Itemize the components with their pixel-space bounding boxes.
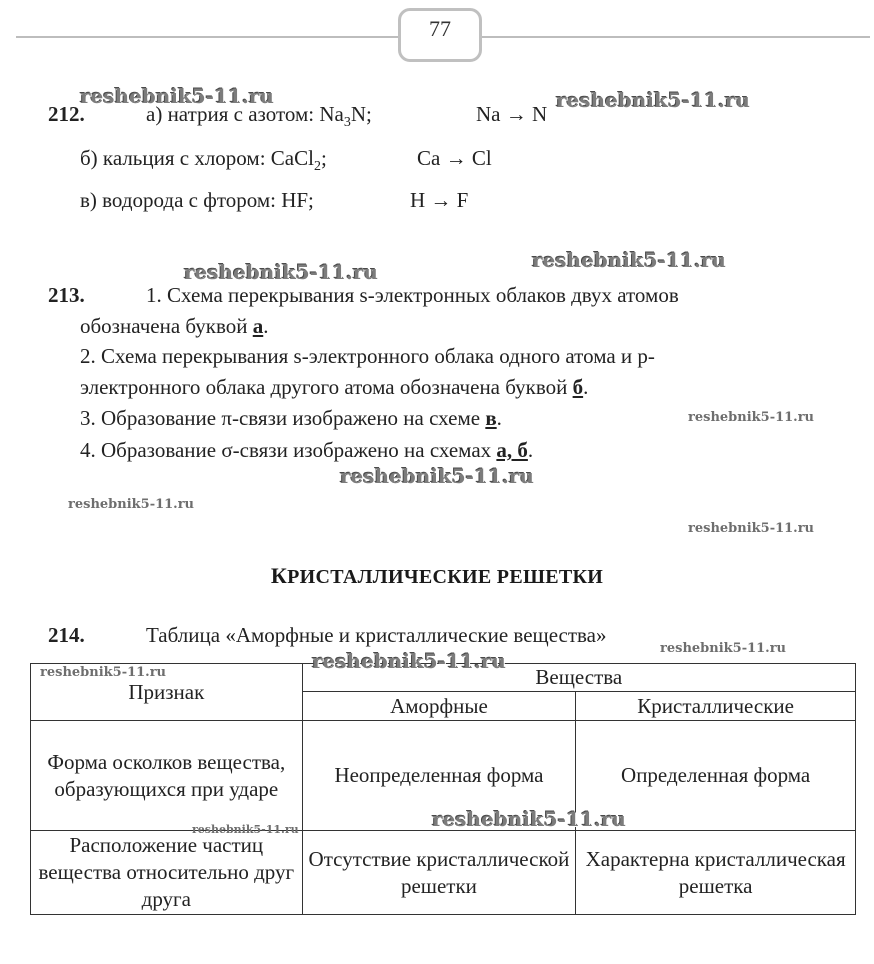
row1-crystalline: Определенная форма [576, 721, 856, 831]
task-213-line-3: 2. Схема перекрывания s-электронного облака одного атома и p- [80, 344, 655, 368]
watermark: reshebnik5-11.ru [192, 823, 299, 836]
header-substances: Вещества [302, 664, 855, 692]
header-feature: Признак [31, 664, 303, 721]
task-212-line-a: а) натрия с азотом: $Na_3N$; [146, 102, 372, 131]
task-213-number: 213. [48, 283, 85, 307]
watermark: reshebnik5-11.ru [184, 260, 378, 284]
task-212-scheme-a: Na → N [476, 102, 548, 126]
row2-feature: Расположение частиц вещества относительно друг друга [31, 831, 303, 915]
answer-b: б [572, 375, 584, 399]
row1-feature: Форма осколков вещества, образующихся при ударе [31, 721, 303, 831]
task-213-line-4: электронного облака другого атома обозначена буквой б. [80, 375, 589, 399]
watermark: reshebnik5-11.ru [68, 497, 195, 512]
row2-crystalline: Характерна кристаллическая решетка [576, 831, 856, 915]
page-number: 77 [429, 16, 451, 41]
substances-table [30, 663, 856, 915]
watermark: reshebnik5-11.ru [312, 649, 506, 673]
task-212-line-c: в) водорода с фтором: HF; [80, 188, 314, 212]
answer-ab: а, б [496, 438, 528, 462]
watermark: reshebnik5-11.ru [660, 641, 787, 656]
header-amorphous: Аморфные [302, 692, 576, 721]
task-212-scheme-b: Ca → Cl [417, 146, 492, 170]
task-213-line-2: обозначена буквой а. [80, 314, 269, 338]
task-214-number: 214. [48, 623, 85, 647]
watermark: reshebnik5-11.ru [80, 84, 274, 108]
task-212-scheme-c: H → F [410, 188, 469, 212]
task-214-title: Таблица «Аморфные и кристаллические вещества» [146, 623, 607, 647]
watermark: reshebnik5-11.ru [688, 410, 815, 425]
watermark: reshebnik5-11.ru [340, 464, 534, 488]
watermark: reshebnik5-11.ru [688, 521, 815, 536]
table-row [31, 831, 856, 915]
row1-amorphous: Неопределенная форма [302, 721, 576, 831]
watermark: reshebnik5-11.ru [532, 248, 726, 272]
header-rule-right [480, 36, 870, 38]
watermark: reshebnik5-11.ru [40, 665, 167, 680]
task-213-line-5: 3. Образование π-связи изображено на схеме в. [80, 406, 502, 430]
task-213-line-6: 4. Образование σ-связи изображено на схемах а, б. [80, 438, 534, 462]
watermark: reshebnik5-11.ru [556, 88, 750, 112]
answer-v: в [485, 406, 497, 430]
answer-a: а [252, 314, 264, 338]
header-rule-left [16, 36, 400, 38]
header-crystalline: Кристаллические [576, 692, 856, 721]
task-212-number: 212. [48, 102, 85, 126]
section-heading: КРИСТАЛЛИЧЕСКИЕ РЕШЕТКИ [270, 563, 604, 588]
task-212-line-b: б) кальция с хлором: CaCl$_2$; [80, 146, 327, 175]
row2-amorphous: Отсутствие кристаллической решетки [302, 831, 576, 915]
task-213-line-1: 1. Схема перекрывания s-электронных облаков двух атомов [146, 283, 679, 307]
watermark: reshebnik5-11.ru [432, 807, 626, 831]
